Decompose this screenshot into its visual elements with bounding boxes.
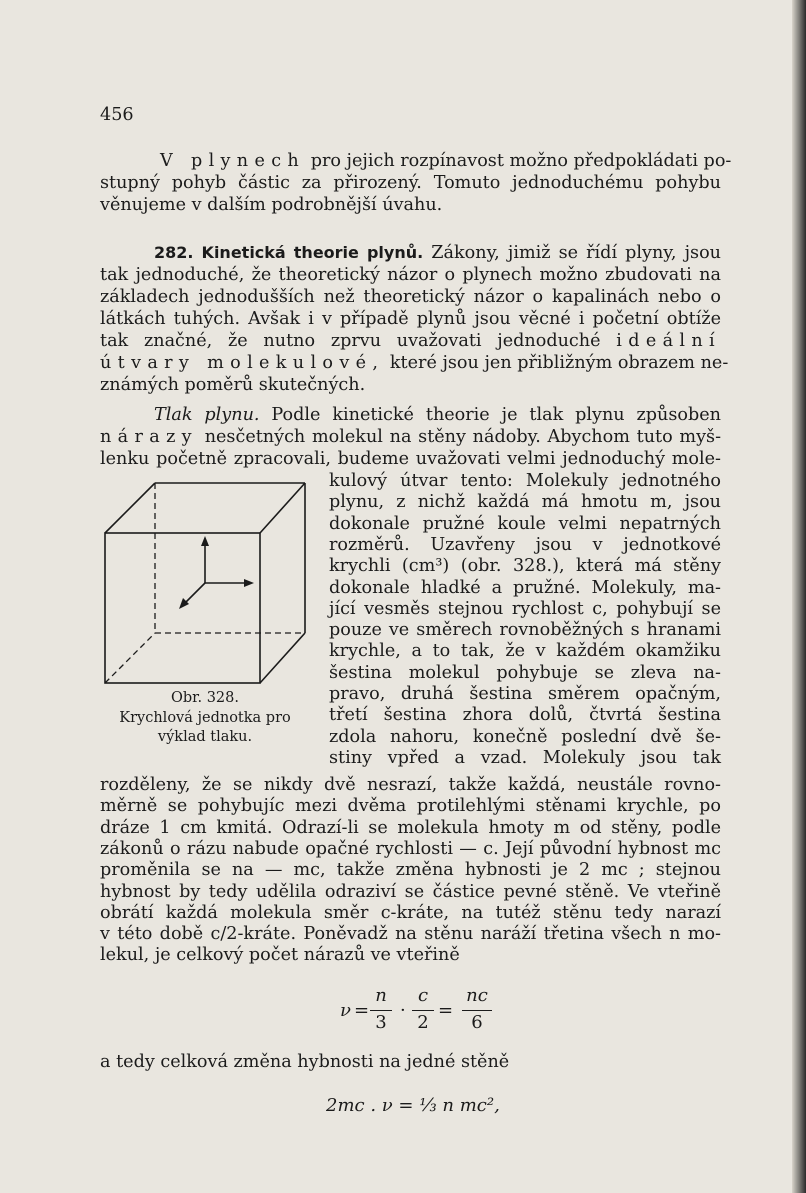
narrow-line: pouze ve směrech rovnoběžných s hranami — [329, 620, 721, 641]
narrow-line: krychli (cm³) (obr. 328.), která má stěny — [329, 556, 721, 577]
body-line: v této době c/2-kráte. Poněvadž na stěnu naráží třetina všech n mo- — [100, 924, 721, 945]
page-number: 456 — [100, 105, 134, 125]
frac1-num: n — [375, 985, 387, 1006]
formula-eq: = — [354, 1000, 370, 1021]
cube-figure — [100, 478, 310, 688]
narrow-line: jící vesměs stejnou rychlost c, pohybují se — [329, 598, 721, 619]
section-heading: 282. Kinetická theorie plynů. — [154, 243, 424, 262]
formula-2: 2mc . ν = ⅓ n mc², — [326, 1095, 500, 1116]
intro-line-1 — [160, 150, 732, 172]
after-formula-line: a tedy celková změna hybnosti na jedné stěně — [100, 1052, 510, 1072]
narrow-line: plynu, z nichž každá má hmotu m, jsou — [329, 492, 721, 513]
body-line: obrátí každá molekula směr c-kráte, na tutéž stěnu tedy narazí — [100, 902, 721, 923]
section-line-7: známých poměrů skutečných. — [100, 375, 366, 395]
narrow-line: krychle, a to tak, že v každém okamžiku — [329, 641, 721, 662]
section-first-line — [154, 242, 721, 264]
intro-line-1-rest: pro jejich rozpínavost možno předpokládati po- — [310, 151, 732, 171]
intro-line-2: stupný pohyb částic za přirozený. Tomuto jednoduchému pohybu — [100, 173, 721, 193]
narrow-line: kulový útvar tento: Molekuly jednotného — [329, 471, 721, 491]
ideal-spaced: ideální — [616, 331, 721, 351]
body-line: měrně se pohybujíc mezi dvěma protilehlými stěnami krychle, po — [100, 796, 721, 817]
formula-dot: · — [400, 1000, 406, 1021]
body-line: dráze 1 cm kmitá. Odrazí-li se molekula hmoty m od stěny, podle — [100, 817, 721, 838]
section-line-6 — [100, 352, 729, 374]
section-line-2: tak jednoduché, že theoretický názor o plynech možno zbudovati na — [100, 265, 721, 285]
page-edge-shadow — [792, 0, 806, 1193]
frac2-num: c — [417, 985, 429, 1006]
figure-number: Obr. 328. — [170, 690, 239, 706]
body-line: hybnost by tedy udělila odraziví se částice pevné stěně. Ve vteřině — [100, 881, 721, 902]
intro-line-3: věnujeme v dalším podrobnější úvahu. — [100, 195, 443, 215]
narrow-line: zdola nahoru, konečně poslední dvě še- — [329, 726, 721, 747]
frac3-den: 6 — [471, 1012, 483, 1033]
body-line: zákonů o rázu nabude opačné rychlosti — c. Její původní hybnost mc — [100, 838, 721, 859]
pressure-line-3: lenku početně zpracovali, budeme uvažovati velmi jednoduchý mole- — [100, 449, 721, 469]
narrow-line: rozměrů. Uzavřeny jsou v jednotkové — [329, 534, 721, 555]
section-line-5-text: tak značné, že nutno zprvu uvažovati jednoduché — [100, 331, 601, 351]
section-line-5 — [100, 330, 721, 352]
narrow-line: dokonale hladké a pružné. Molekuly, ma- — [329, 577, 721, 598]
intro-spaced-text: V plynech — [160, 151, 306, 171]
frac2-den: 2 — [417, 1012, 429, 1033]
pressure-line-1-text: Podle kinetické theorie je tlak plynu způsoben — [271, 405, 722, 425]
pressure-line-2-text: nesčetných molekul na stěny nádoby. Abychom tuto myš- — [204, 427, 722, 447]
section-line-4: látkách tuhých. Avšak i v případě plynů jsou věcné i početní obtíže — [100, 309, 721, 329]
body-line: lekul, je celkový počet nárazů ve vteřině — [100, 945, 460, 966]
body-line: rozděleny, že se nikdy dvě nesrazí, takže každá, neustále rovno- — [100, 775, 721, 795]
frac3-num: nc — [466, 985, 488, 1006]
figure-caption-line-1: Krychlová jednotka pro — [119, 710, 291, 726]
section-line-1: Zákony, jimiž se řídí plyny, jsou — [431, 243, 722, 263]
narrow-line: stiny vpřed a vzad. Molekuly jsou tak — [329, 747, 721, 768]
narrow-line: dokonale pružné koule velmi nepatrných — [329, 513, 721, 534]
pressure-line-1 — [154, 404, 721, 426]
narazy-spaced: nárazy — [100, 427, 198, 447]
utvary-spaced: útvary molekulové, — [100, 353, 385, 373]
pressure-line-2 — [100, 426, 721, 448]
pressure-title: Tlak plynu. — [154, 405, 260, 425]
section-line-3: základech jednodušších než theoretický názor o kapalinách nebo o — [100, 287, 721, 307]
figure-caption-line-2: výklad tlaku. — [157, 729, 253, 745]
formula-eq2: = — [438, 1000, 454, 1021]
narrow-line: šestina molekul pohybuje se zleva na- — [329, 662, 721, 683]
narrow-line: třetí šestina zhora dolů, čtvrtá šestina — [329, 705, 721, 726]
body-line: proměnila se na — mc, takže změna hybnosti je 2 mc ; stejnou — [100, 860, 721, 881]
frac1-den: 3 — [375, 1012, 387, 1033]
formula-lhs: ν — [340, 1000, 351, 1021]
narrow-line: pravo, druhá šestina směrem opačným, — [329, 684, 721, 704]
section-line-6-text: které jsou jen přibližným obrazem ne- — [389, 353, 729, 373]
